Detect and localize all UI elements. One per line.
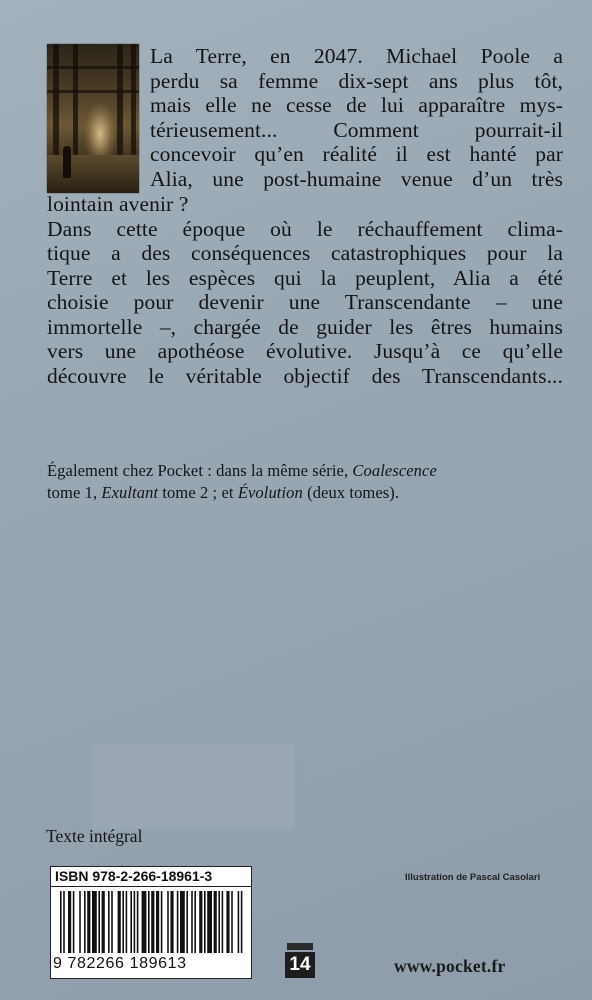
synopsis-paragraph-1 <box>150 44 563 192</box>
barcode-bar <box>194 891 196 953</box>
barcode-bar <box>199 891 202 953</box>
also-line-1: Également chez Pocket : dans la même série, Coalescence <box>47 461 437 480</box>
synopsis-line: choisie pour devenir une Transcendante – une <box>47 290 563 315</box>
barcode-bar <box>191 891 193 953</box>
barcode-bar <box>122 891 124 953</box>
barcode-bar <box>118 891 121 953</box>
barcode-bar <box>148 891 150 953</box>
synopsis-line: La Terre, en 2047. Michael Poole a <box>150 44 563 68</box>
barcode-bar <box>218 891 220 953</box>
barcode-bar <box>161 891 163 953</box>
barcode-bar <box>177 891 179 953</box>
title-coalescence: Coalescence <box>352 461 437 480</box>
barcode-bar <box>207 891 212 953</box>
texte-integral-label: Texte intégral <box>46 826 143 846</box>
removed-price-sticker-area <box>92 744 294 829</box>
illustration-credit: Illustration de Pascal Casolari <box>405 872 541 883</box>
barcode-bar <box>170 891 173 953</box>
barcode-bar <box>231 891 233 953</box>
barcode-bar <box>204 891 206 953</box>
synopsis-line: lointain avenir ? <box>47 191 189 216</box>
synopsis-line: découvre le véritable objectif des Transcendants... <box>47 364 563 389</box>
synopsis-line: Dans cette époque où le réchauffement clima- <box>47 216 563 241</box>
barcode-bar <box>156 891 159 953</box>
barcode-bar <box>84 891 86 953</box>
barcode-bar <box>214 891 217 953</box>
barcode-bar <box>167 891 169 953</box>
publisher-logo-14: 14 <box>285 952 315 978</box>
publisher-website: www.pocket.fr <box>394 956 506 976</box>
title-exultant: Exultant <box>101 483 159 502</box>
cover-art-thumbnail <box>47 44 139 193</box>
barcode-bar <box>126 891 128 953</box>
synopsis-line: térieusement... Comment pourrait-il <box>150 117 563 142</box>
barcode-bar <box>87 891 90 953</box>
synopsis-paragraph-2 <box>47 217 563 389</box>
barcode-bar <box>73 891 75 953</box>
barcode-bar <box>142 891 147 953</box>
barcode-bar <box>151 891 154 953</box>
barcode-bar <box>137 891 139 953</box>
barcode-bar <box>79 891 81 953</box>
barcode-bar <box>222 891 224 953</box>
barcode-panel <box>50 866 252 979</box>
barcode-bar <box>102 891 105 953</box>
barcode-bars <box>59 891 245 953</box>
barcode-bar <box>63 891 65 953</box>
barcode-bar <box>111 891 113 953</box>
also-available-note <box>47 460 567 504</box>
barcode-bar <box>68 891 71 953</box>
synopsis-line: Alia, une post-humaine venue d’un très <box>150 166 563 191</box>
barcode-bar <box>186 891 188 953</box>
synopsis-line: perdu sa femme dix-sept ans plus tôt, <box>150 68 563 93</box>
barcode-bar <box>108 891 110 953</box>
publisher-logo-cap <box>287 943 313 950</box>
synopsis-line: tique a des conséquences catastrophiques pour la <box>47 241 563 266</box>
barcode-bar <box>241 891 243 953</box>
barcode-bar <box>92 891 97 953</box>
also-line-2: tome 1, Exultant tome 2 ; et Évolution (deux tomes). <box>47 483 400 502</box>
barcode-bar <box>134 891 136 953</box>
synopsis-line: mais elle ne cesse de lui apparaître mys- <box>150 93 563 118</box>
synopsis-line: Terre et les espèces qui la peuplent, Alia a été <box>47 265 563 290</box>
barcode-bar <box>180 891 185 953</box>
barcode-bar <box>226 891 229 953</box>
synopsis-line: immortelle –, chargée de guider les êtres humains <box>47 314 563 339</box>
barcode-bar <box>130 891 132 953</box>
barcode-bar <box>60 891 62 953</box>
barcode-bar <box>98 891 100 953</box>
synopsis-line: vers une apothéose évolutive. Jusqu’à ce qu’elle <box>47 339 563 364</box>
barcode-bar <box>238 891 240 953</box>
barcode-digits: 9 782266 189613 <box>53 955 187 972</box>
synopsis-paragraph-1-end <box>47 192 563 217</box>
isbn-number: ISBN 978-2-266-18961-3 <box>55 868 213 884</box>
synopsis-line: concevoir qu’en réalité il est hanté par <box>150 142 563 167</box>
title-evolution: Évolution <box>237 483 303 502</box>
silhouette-figure <box>63 146 71 178</box>
